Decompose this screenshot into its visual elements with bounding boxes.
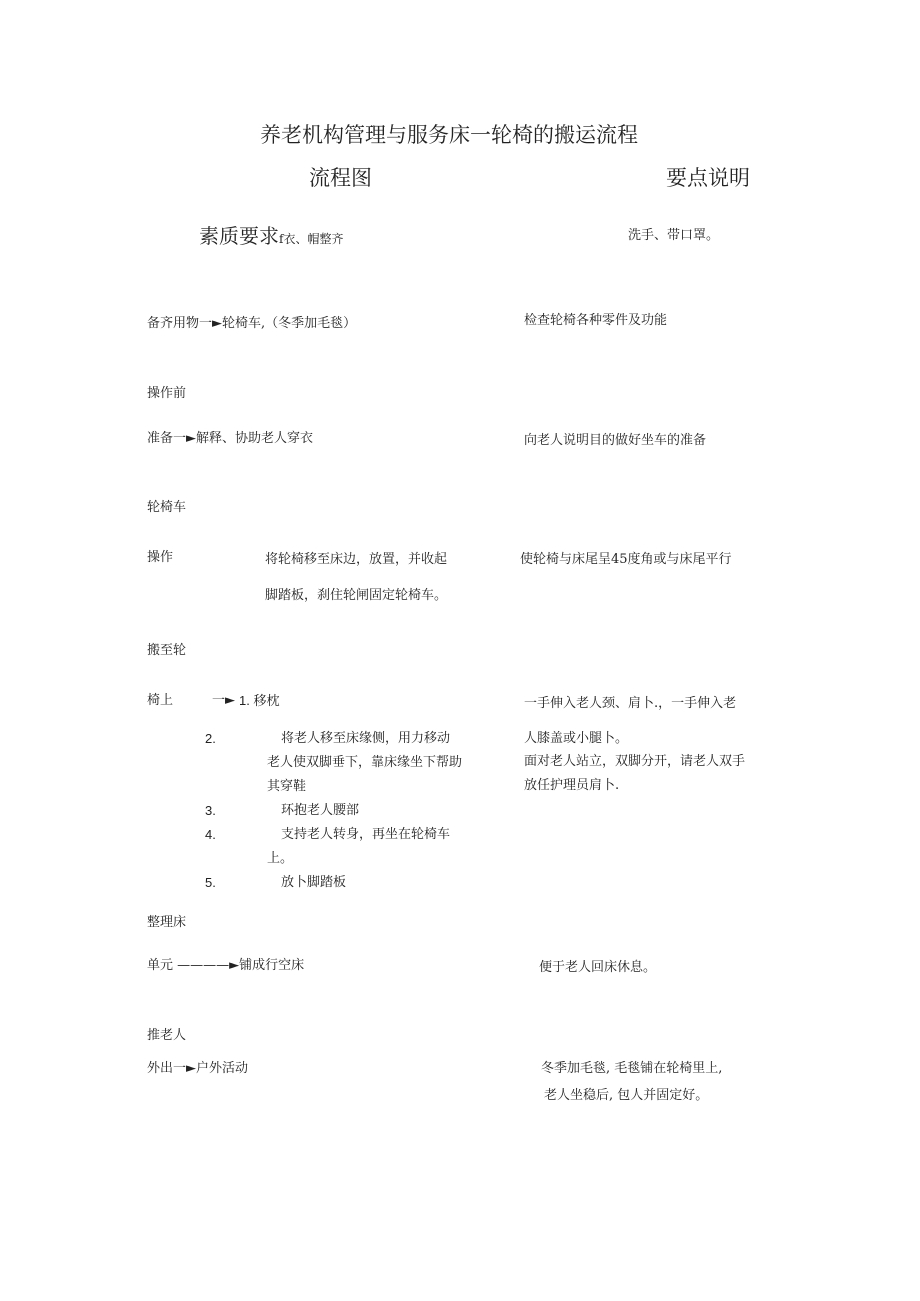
page-title: 养老机构管理与服务床一轮椅的搬运流程 — [260, 123, 638, 147]
transfer-step-text: 老人使双脚垂下，靠床缘坐下帮助 — [267, 755, 463, 770]
tidy-note: 便于老人回床休息。 — [539, 960, 657, 975]
transfer-note-line: 人膝盖或小腿卜。 — [524, 731, 629, 746]
transfer-step-text: 放卜脚踏板 — [281, 875, 347, 890]
transfer-step-text: 上。 — [267, 851, 294, 866]
transfer-step-text: 其穿鞋 — [267, 779, 307, 794]
transfer-step-1: 1. 移枕 — [239, 693, 280, 708]
before-op-note: 向老人说明目的做好坐车的准备 — [524, 433, 707, 448]
outing-label: 推老人 — [147, 1028, 187, 1043]
flow-header: 流程图 — [309, 166, 372, 190]
before-op-label: 操作前 — [147, 386, 187, 401]
quality-row — [199, 224, 343, 248]
transfer-label-1: 搬至轮 — [147, 643, 187, 658]
quality-note: 洗手、带口罩。 — [628, 228, 720, 243]
prepare-items-step: 备齐用物一►轮椅车,（冬季加毛毯） — [147, 316, 357, 331]
transfer-label-2: 椅上 — [147, 693, 174, 708]
tidy-step: 单元 ————►铺成行空床 — [147, 958, 305, 973]
transfer-step-num: 5. — [205, 875, 216, 890]
transfer-step-num: 2. — [205, 731, 216, 746]
wheelchair-text-1: 将轮椅移至床边，放置，并收起 — [265, 552, 448, 567]
wheelchair-text-2: 脚踏板，刹住轮闸固定轮椅车。 — [265, 588, 448, 603]
outing-step: 外出一►户外活动 — [147, 1061, 248, 1076]
wheelchair-note: 使轮椅与床尾呈45度角或与床尾平行 — [520, 552, 732, 567]
notes-header: 要点说明 — [666, 166, 750, 190]
outing-note-2: 老人坐稳后, 包人并固定好。 — [544, 1088, 709, 1103]
transfer-step-text: 支持老人转身，再坐在轮椅车 — [281, 827, 451, 842]
transfer-step-num: 4. — [205, 827, 216, 842]
transfer-note-line: 面对老人站立，双脚分开，请老人双手 — [524, 754, 746, 769]
outing-note-1: 冬季加毛毯, 毛毯铺在轮椅里上, — [541, 1061, 723, 1076]
quality-main: 素质要求 — [199, 224, 279, 248]
transfer-note-line: 一手伸入老人颈、肩卜.，一手伸入老 — [524, 696, 737, 711]
before-op-step: 准备一►解释、协助老人穿衣 — [147, 431, 313, 446]
transfer-note-line: 放任护理员肩卜. — [524, 778, 620, 793]
tidy-label: 整理床 — [147, 915, 187, 930]
transfer-step-num: 3. — [205, 803, 216, 818]
transfer-arrow: 一► — [212, 693, 235, 708]
prepare-items-note: 检查轮椅各种零件及功能 — [524, 313, 668, 328]
quality-detail: f衣、帽整齐 — [279, 232, 344, 246]
wheelchair-label-2: 操作 — [147, 550, 174, 565]
transfer-step-text: 环抱老人腰部 — [281, 803, 360, 818]
transfer-step-text: 将老人移至床缘侧，用力移动 — [281, 731, 451, 746]
wheelchair-label-1: 轮椅车 — [147, 500, 187, 515]
